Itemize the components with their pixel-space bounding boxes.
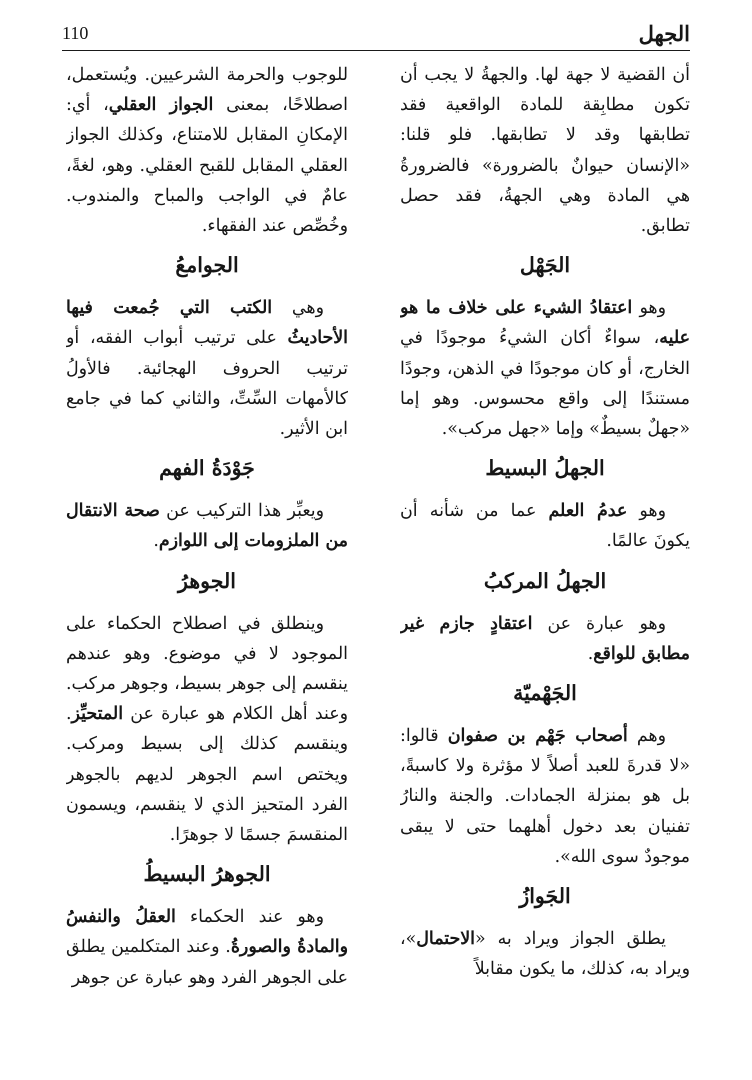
text-run: وهو bbox=[632, 298, 666, 319]
right-column bbox=[400, 60, 690, 1070]
bold-term: المتحيِّز bbox=[71, 704, 124, 725]
page-number: 110 bbox=[62, 23, 89, 43]
text-run: وهو عبارة عن bbox=[532, 613, 667, 634]
text-run: وينطلق في اصطلاح الحكماء على الموجود لا في موضوع. وهو عندهم ينقسم إلى جوهر بسيط، وجوهر مركب. وعند أهل الكلام هو عبارة عن bbox=[66, 613, 348, 725]
text-run: . bbox=[587, 643, 594, 664]
text-run: يطلق الجواز ويراد به « bbox=[475, 929, 666, 950]
entry-title-jawhar: الجوهرُ bbox=[178, 568, 236, 593]
bold-term: اعتقادٍ جازم غير مطابق للواقع bbox=[400, 613, 690, 664]
text-run: . bbox=[153, 531, 159, 552]
entry-body-jawhar bbox=[66, 609, 348, 851]
entry-title-jahl-murakkab: الجهلُ المركبُ bbox=[483, 568, 607, 593]
text-run: وهو bbox=[627, 501, 666, 522]
bold-term: أصحاب جَهْم بن صفوان bbox=[447, 726, 628, 747]
text-run: ، أي: الإمكانِ المقابل للامتناع، وكذلك الجواز العقلي المقابل للقبح العقلي. وهو، لغةً، عامٌ في الواجب والمباح والمندوب. وخُصِّص عند الفقهاء. bbox=[66, 95, 348, 237]
entry-title-jahmiyya: الجَهْميّة bbox=[513, 681, 577, 706]
text-run: على ترتيب أبواب الفقه، أو ترتيب الحروف الهجائية. فالأولُ كالأمهات السِّتِّ، والثاني كما في جامع ابن الأثير. bbox=[66, 328, 348, 440]
text-run: وهم bbox=[627, 726, 666, 747]
text-run: وهي bbox=[272, 298, 324, 319]
entry-body-jahl-murakkab bbox=[400, 609, 690, 669]
intro-paragraph: أن القضية لا جهة لها. والجهةُ لا يجب أن تكون مطابِقة للمادة الواقعية فقد تطابقها وقد لا تطابقها. فلو قلنا: «الإنسان حيوانٌ بالضرورة» فالضرورةُ هي المادة وهي الجهةُ، فقد حصل تطابق. bbox=[400, 65, 690, 237]
continued-paragraph bbox=[66, 60, 348, 241]
entry-title-jahl-basit: الجهلُ البسيط bbox=[485, 456, 605, 481]
entry-title-jahl: الجَهْل bbox=[519, 253, 571, 278]
bold-term: العقلُ والنفسُ والمادةُ والصورةُ bbox=[66, 907, 348, 958]
bold-term: صحة الانتقال من الملزومات إلى اللوازم bbox=[66, 501, 348, 552]
entry-body-jawdat-alfahm bbox=[66, 496, 348, 556]
text-run: للوجوب والحرمة الشرعيين. ويُستعمل، اصطلاحًا، بمعنى bbox=[66, 65, 348, 116]
text-run: . وعند المتكلمين يطلق على الجوهر الفرد وهو عبارة عن جوهر bbox=[66, 937, 348, 988]
text-run: عما من شأنه أن يكونَ عالمًا. bbox=[400, 501, 690, 552]
bold-term: الكتب التي جُمعت فيها الأحاديثُ bbox=[66, 298, 348, 349]
entry-title-jawami: الجوامعُ bbox=[175, 253, 239, 278]
text-run: »، ويراد به، كذلك، ما يكون مقابلاً bbox=[400, 929, 690, 980]
text-run: . وينقسم كذلك إلى بسيط ومركب. ويختص اسم الجوهر لديهم بالجوهر الفرد المتحيز الذي لا ينقسم، ويسمون المنقسمَ جسمًا لا جوهرًا. bbox=[66, 704, 348, 846]
text-run: قالوا: «لا قدرةَ للعبد أصلاً لا مؤثرة ولا كاسبةً، بل هو بمنزلة الجمادات. والجنة والنارُ تفنيان بعد دخول أهلهما حتى لا يبقى موجودٌ سوى الله». bbox=[400, 726, 690, 867]
entry-title-jawdat-alfahm: جَوْدَةُ الفهم bbox=[159, 456, 255, 481]
bold-term: اعتقادُ الشيء على خلاف ما هو عليه bbox=[400, 298, 690, 349]
text-run: ويعبِّر هذا التركيب عن bbox=[159, 501, 324, 522]
entry-body-jahl-basit bbox=[400, 496, 690, 556]
bold-term: الجواز العقلي bbox=[108, 95, 214, 116]
entry-body-jawami bbox=[66, 293, 348, 444]
entry-title-jawaz: الجَوازُ bbox=[519, 884, 571, 909]
page-header bbox=[62, 14, 690, 51]
running-title: الجهل bbox=[638, 21, 690, 46]
entry-body-jahmiyya bbox=[400, 721, 690, 872]
bold-term: عدمُ العلم bbox=[548, 501, 628, 522]
text-run: وهو عند الحكماء bbox=[175, 907, 324, 928]
left-column bbox=[66, 60, 348, 1070]
entry-title-jawhar-basit: الجوهرُ البسيطُ bbox=[143, 862, 271, 887]
entry-body-jawaz bbox=[400, 924, 690, 984]
text-run: ، سواءٌ أكان الشيءُ موجودًا في الخارج، أو كان موجودًا في الذهن، وجودًا مستندًا إلى واقع محسوس. وهو إما «جهلٌ بسيطٌ» وإما «جهل مركب». bbox=[400, 328, 690, 440]
bold-term: الاحتمال bbox=[416, 929, 476, 950]
entry-body-jawhar-basit bbox=[66, 902, 348, 993]
entry-body-jahl bbox=[400, 293, 690, 444]
